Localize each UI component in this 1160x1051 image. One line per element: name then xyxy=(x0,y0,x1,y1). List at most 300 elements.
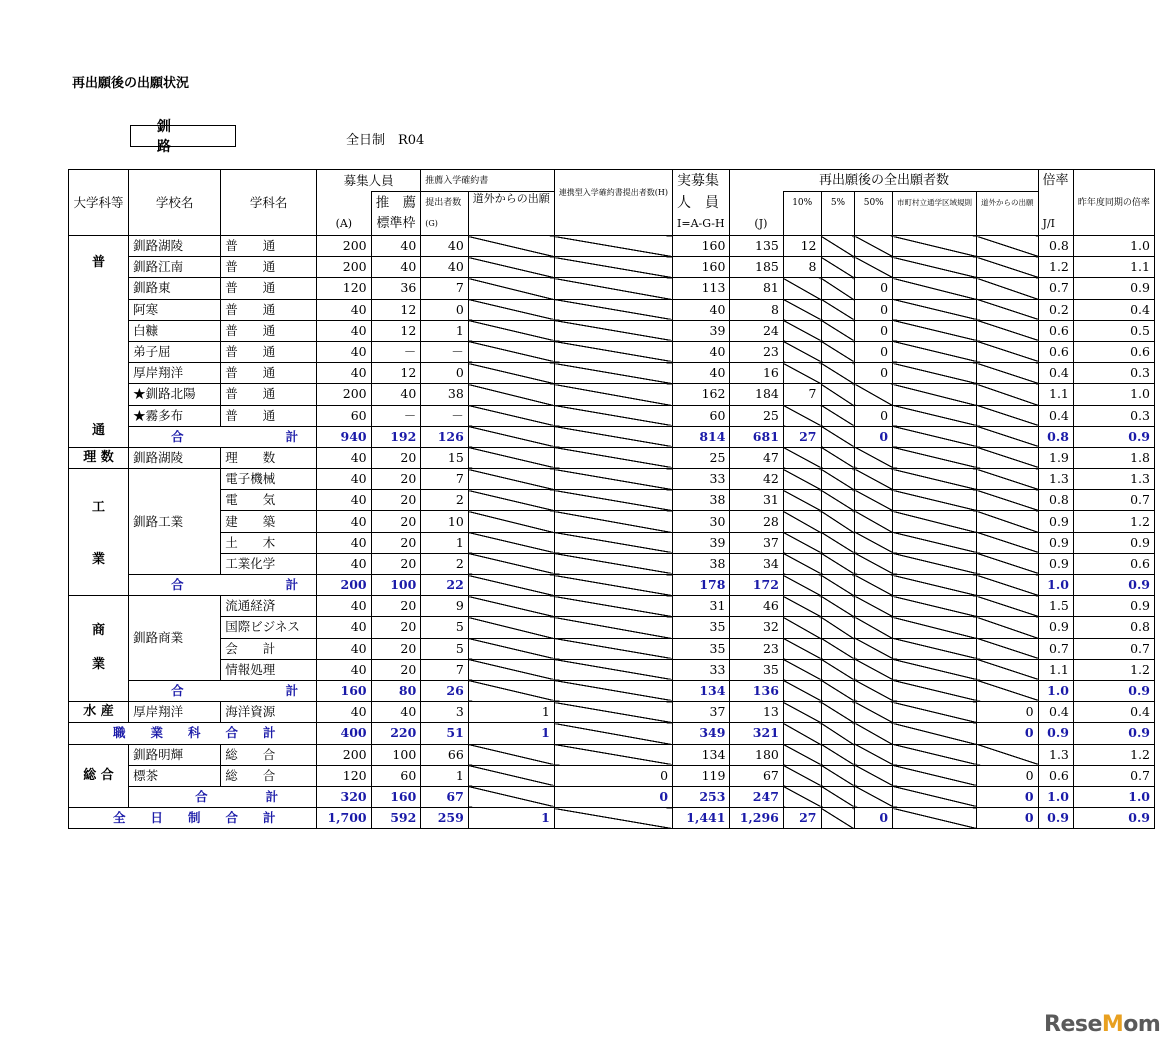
empty-diagonal-cell xyxy=(783,299,821,320)
empty-diagonal-cell xyxy=(893,341,977,362)
cell-last: 1.2 xyxy=(1073,511,1154,532)
cell-rec: 100 xyxy=(371,575,421,596)
cell-rec: 20 xyxy=(371,447,421,468)
empty-diagonal-cell xyxy=(468,447,554,468)
header-dept: 学科名 xyxy=(221,170,317,236)
empty-diagonal-cell xyxy=(468,659,554,680)
empty-diagonal-cell xyxy=(468,426,554,447)
dept-name: 普 通 xyxy=(221,405,317,426)
cell-last: 0.5 xyxy=(1073,320,1154,341)
empty-diagonal-cell xyxy=(893,469,977,490)
cell-a: 200 xyxy=(317,384,372,405)
cell-a: 320 xyxy=(317,786,372,807)
cell-last: 0.9 xyxy=(1073,575,1154,596)
header-p50: 50% xyxy=(855,192,893,214)
header-p10: 10% xyxy=(783,192,821,214)
cell-od: 0 xyxy=(977,702,1039,723)
empty-diagonal-cell xyxy=(855,575,893,596)
table-row xyxy=(69,447,1155,468)
cell-ratio: 1.0 xyxy=(1038,786,1073,807)
school-name: 白糠 xyxy=(129,320,221,341)
cell-g: 10 xyxy=(421,511,469,532)
empty-diagonal-cell xyxy=(821,659,855,680)
empty-diagonal-cell xyxy=(554,447,672,468)
empty-diagonal-cell xyxy=(893,447,977,468)
subtotal-label-2: 計 xyxy=(285,577,299,593)
cell-p10: 27 xyxy=(783,808,821,829)
dept-name: 電 気 xyxy=(221,490,317,511)
empty-diagonal-cell xyxy=(821,299,855,320)
cell-ratio: 1.1 xyxy=(1038,384,1073,405)
table-row xyxy=(69,384,1155,405)
cell-i: 1,441 xyxy=(673,808,730,829)
cell-rec: 20 xyxy=(371,490,421,511)
empty-diagonal-cell xyxy=(468,765,554,786)
cell-ratio: 1.3 xyxy=(1038,744,1073,765)
cell-ratio: 0.4 xyxy=(1038,363,1073,384)
category-kogyo-top: 工 xyxy=(92,500,106,516)
cell-j: 47 xyxy=(730,447,783,468)
empty-diagonal-cell xyxy=(554,553,672,574)
cell-p50: 0 xyxy=(855,363,893,384)
empty-diagonal-cell xyxy=(977,447,1039,468)
cell-rec: 40 xyxy=(371,236,421,257)
empty-diagonal-cell xyxy=(821,744,855,765)
empty-diagonal-cell xyxy=(468,511,554,532)
cell-last: 0.3 xyxy=(1073,405,1154,426)
cell-i: 178 xyxy=(673,575,730,596)
empty-diagonal-cell xyxy=(821,617,855,638)
empty-diagonal-cell xyxy=(821,490,855,511)
empty-diagonal-cell xyxy=(783,702,821,723)
empty-diagonal-cell xyxy=(554,532,672,553)
empty-diagonal-cell xyxy=(821,680,855,701)
header-total-app: 再出願後の全出願者数 xyxy=(730,170,1038,192)
header-rec-sub: 標準枠 xyxy=(371,214,421,236)
empty-diagonal-cell xyxy=(554,341,672,362)
empty-diagonal-cell xyxy=(783,511,821,532)
empty-diagonal-cell xyxy=(554,363,672,384)
empty-diagonal-cell xyxy=(893,744,977,765)
cell-g: 66 xyxy=(421,744,469,765)
cell-p50: 0 xyxy=(855,341,893,362)
header-j: (J) xyxy=(730,214,783,236)
cell-od: 0 xyxy=(977,765,1039,786)
empty-diagonal-cell xyxy=(821,341,855,362)
empty-diagonal-cell xyxy=(977,490,1039,511)
cell-rec: － xyxy=(371,405,421,426)
cell-last: 0.4 xyxy=(1073,299,1154,320)
empty-diagonal-cell xyxy=(821,575,855,596)
table-row xyxy=(69,490,1155,511)
cell-j: 180 xyxy=(730,744,783,765)
empty-diagonal-cell xyxy=(468,363,554,384)
cell-g: 2 xyxy=(421,490,469,511)
category-futsu xyxy=(69,236,129,448)
cell-a: 200 xyxy=(317,575,372,596)
subtotal-row xyxy=(69,575,1155,596)
header-school: 学校名 xyxy=(129,170,221,236)
table-row xyxy=(69,511,1155,532)
empty-diagonal-cell xyxy=(893,426,977,447)
empty-diagonal-cell xyxy=(977,532,1039,553)
empty-diagonal-cell xyxy=(468,617,554,638)
cell-i: 160 xyxy=(673,236,730,257)
empty-diagonal-cell xyxy=(783,341,821,362)
cell-rec: 20 xyxy=(371,659,421,680)
empty-diagonal-cell xyxy=(977,553,1039,574)
header-actual2: 人 員 xyxy=(673,192,730,214)
empty-diagonal-cell xyxy=(855,236,893,257)
school-name: ★霧多布 xyxy=(129,405,221,426)
cell-outside: 1 xyxy=(468,808,554,829)
dept-name: 総 合 xyxy=(221,765,317,786)
cell-last: 1.8 xyxy=(1073,447,1154,468)
cell-a: 40 xyxy=(317,702,372,723)
empty-diagonal-cell xyxy=(977,744,1039,765)
empty-diagonal-cell xyxy=(468,575,554,596)
category-futsu-bottom: 通 xyxy=(92,423,106,438)
cell-ratio: 0.8 xyxy=(1038,490,1073,511)
subtotal-label-2: 計 xyxy=(285,683,299,699)
cell-p10: 12 xyxy=(783,236,821,257)
cell-p50: 0 xyxy=(855,299,893,320)
cell-j: 42 xyxy=(730,469,783,490)
cell-j: 67 xyxy=(730,765,783,786)
cell-p10: 8 xyxy=(783,257,821,278)
cell-a: 120 xyxy=(317,765,372,786)
cell-a: 400 xyxy=(317,723,372,744)
empty-diagonal-cell xyxy=(468,532,554,553)
empty-diagonal-cell xyxy=(821,236,855,257)
cell-a: 60 xyxy=(317,405,372,426)
dept-name: 国際ビジネス xyxy=(221,617,317,638)
cell-ratio: 0.9 xyxy=(1038,617,1073,638)
empty-diagonal-cell xyxy=(855,553,893,574)
cell-j: 321 xyxy=(730,723,783,744)
table-row xyxy=(69,257,1155,278)
empty-diagonal-cell xyxy=(893,320,977,341)
empty-diagonal-cell xyxy=(554,596,672,617)
empty-diagonal-cell xyxy=(855,765,893,786)
cell-i: 60 xyxy=(673,405,730,426)
dept-name: 総 合 xyxy=(221,744,317,765)
header-outside2: 道外からの出願 xyxy=(977,192,1039,214)
cell-rec: 80 xyxy=(371,680,421,701)
cell-rec: 20 xyxy=(371,638,421,659)
cell-j: 25 xyxy=(730,405,783,426)
dept-name: 海洋資源 xyxy=(221,702,317,723)
empty-diagonal-cell xyxy=(783,659,821,680)
cell-a: 40 xyxy=(317,320,372,341)
empty-diagonal-cell xyxy=(783,765,821,786)
subtotal-label xyxy=(129,786,317,807)
empty-diagonal-cell xyxy=(821,257,855,278)
empty-diagonal-cell xyxy=(468,490,554,511)
empty-diagonal-cell xyxy=(821,786,855,807)
empty-diagonal-cell xyxy=(554,808,672,829)
cell-j: 28 xyxy=(730,511,783,532)
cell-g: 51 xyxy=(421,723,469,744)
cell-j: 681 xyxy=(730,426,783,447)
empty-diagonal-cell xyxy=(977,680,1039,701)
cell-i: 40 xyxy=(673,341,730,362)
cell-ratio: 1.0 xyxy=(1038,680,1073,701)
header-capacity: 募集人員 xyxy=(317,170,421,192)
table-row xyxy=(69,341,1155,362)
empty-diagonal-cell xyxy=(821,447,855,468)
cell-ratio: 1.0 xyxy=(1038,575,1073,596)
empty-diagonal-cell xyxy=(783,553,821,574)
cell-g: 22 xyxy=(421,575,469,596)
empty-diagonal-cell xyxy=(855,702,893,723)
empty-diagonal-cell xyxy=(977,617,1039,638)
cell-g: 1 xyxy=(421,320,469,341)
cell-last: 0.6 xyxy=(1073,553,1154,574)
cell-last: 0.9 xyxy=(1073,808,1154,829)
cell-a: 40 xyxy=(317,363,372,384)
cell-g: 7 xyxy=(421,659,469,680)
cell-a: 40 xyxy=(317,490,372,511)
cell-ratio: 0.7 xyxy=(1038,278,1073,299)
school-name: 弟子屈 xyxy=(129,341,221,362)
empty-diagonal-cell xyxy=(821,638,855,659)
empty-diagonal-cell xyxy=(893,596,977,617)
school-name: 釧路工業 xyxy=(129,469,221,575)
cell-last: 1.0 xyxy=(1073,384,1154,405)
empty-diagonal-cell xyxy=(821,765,855,786)
table-row xyxy=(69,553,1155,574)
cell-last: 1.2 xyxy=(1073,659,1154,680)
school-name: 釧路東 xyxy=(129,278,221,299)
header-actual: 実募集 xyxy=(673,170,730,192)
empty-diagonal-cell xyxy=(855,490,893,511)
subtotal-label-1: 合 xyxy=(195,788,208,804)
empty-diagonal-cell xyxy=(783,532,821,553)
cell-a: 200 xyxy=(317,236,372,257)
cell-i: 37 xyxy=(673,702,730,723)
empty-diagonal-cell xyxy=(893,702,977,723)
empty-diagonal-cell xyxy=(977,575,1039,596)
subtotal-label-2: 計 xyxy=(265,788,279,804)
cell-rec: 40 xyxy=(371,257,421,278)
empty-diagonal-cell xyxy=(855,447,893,468)
school-name: 釧路湖陵 xyxy=(129,447,221,468)
cell-p50: 0 xyxy=(855,320,893,341)
cell-i: 160 xyxy=(673,257,730,278)
cell-rec: 60 xyxy=(371,765,421,786)
empty-diagonal-cell xyxy=(468,236,554,257)
cell-last: 0.9 xyxy=(1073,532,1154,553)
empty-diagonal-cell xyxy=(468,786,554,807)
cell-ratio: 1.2 xyxy=(1038,257,1073,278)
empty-diagonal-cell xyxy=(977,426,1039,447)
cell-i: 134 xyxy=(673,744,730,765)
empty-diagonal-cell xyxy=(554,236,672,257)
school-name: 厚岸翔洋 xyxy=(129,363,221,384)
cell-i: 33 xyxy=(673,659,730,680)
empty-diagonal-cell xyxy=(893,680,977,701)
cell-rec: 160 xyxy=(371,786,421,807)
empty-diagonal-cell xyxy=(977,596,1039,617)
cell-last: 0.8 xyxy=(1073,617,1154,638)
cell-i: 39 xyxy=(673,532,730,553)
empty-diagonal-cell xyxy=(821,469,855,490)
cell-ratio: 0.4 xyxy=(1038,405,1073,426)
cell-i: 253 xyxy=(673,786,730,807)
header-outside: 道外からの出願 xyxy=(468,192,554,236)
cell-j: 31 xyxy=(730,490,783,511)
empty-diagonal-cell xyxy=(783,786,821,807)
empty-diagonal-cell xyxy=(893,638,977,659)
empty-diagonal-cell xyxy=(468,384,554,405)
cell-j: 16 xyxy=(730,363,783,384)
cell-i: 39 xyxy=(673,320,730,341)
cell-i: 25 xyxy=(673,447,730,468)
subtotal-row xyxy=(69,426,1155,447)
cell-ratio: 1.3 xyxy=(1038,469,1073,490)
empty-diagonal-cell xyxy=(468,257,554,278)
cell-a: 940 xyxy=(317,426,372,447)
empty-diagonal-cell xyxy=(821,426,855,447)
subtotal-row xyxy=(69,786,1155,807)
empty-diagonal-cell xyxy=(783,447,821,468)
cell-a: 40 xyxy=(317,553,372,574)
empty-diagonal-cell xyxy=(855,723,893,744)
cell-outside: 1 xyxy=(468,723,554,744)
cell-j: 136 xyxy=(730,680,783,701)
category-shogyo-bottom: 業 xyxy=(92,657,106,673)
cell-a: 40 xyxy=(317,638,372,659)
empty-diagonal-cell xyxy=(783,469,821,490)
cell-a: 40 xyxy=(317,617,372,638)
empty-diagonal-cell xyxy=(468,680,554,701)
empty-diagonal-cell xyxy=(893,490,977,511)
cell-last: 1.1 xyxy=(1073,257,1154,278)
empty-diagonal-cell xyxy=(783,490,821,511)
empty-diagonal-cell xyxy=(821,384,855,405)
empty-diagonal-cell xyxy=(554,384,672,405)
cell-ratio: 1.9 xyxy=(1038,447,1073,468)
dept-name: 普 通 xyxy=(221,363,317,384)
cell-g: 7 xyxy=(421,278,469,299)
cell-linked: 0 xyxy=(554,765,672,786)
dept-name: 普 通 xyxy=(221,341,317,362)
school-name: ★釧路北陽 xyxy=(129,384,221,405)
empty-diagonal-cell xyxy=(783,680,821,701)
cell-g: 40 xyxy=(421,236,469,257)
school-name: 釧路商業 xyxy=(129,596,221,681)
header-capacity-a: (A) xyxy=(317,214,372,236)
empty-diagonal-cell xyxy=(783,617,821,638)
cell-a: 200 xyxy=(317,744,372,765)
cell-g: 3 xyxy=(421,702,469,723)
empty-diagonal-cell xyxy=(893,236,977,257)
cell-ratio: 0.6 xyxy=(1038,341,1073,362)
empty-diagonal-cell xyxy=(783,638,821,659)
cell-ratio: 0.7 xyxy=(1038,638,1073,659)
region-label: 釧 路 xyxy=(130,125,236,147)
cell-od: 0 xyxy=(977,786,1039,807)
cell-i: 119 xyxy=(673,765,730,786)
dept-name: 土 木 xyxy=(221,532,317,553)
header-rec: 推 薦 xyxy=(371,192,421,214)
subtotal-label-2: 計 xyxy=(285,428,299,444)
empty-diagonal-cell xyxy=(554,257,672,278)
empty-diagonal-cell xyxy=(855,511,893,532)
empty-diagonal-cell xyxy=(554,659,672,680)
empty-diagonal-cell xyxy=(893,786,977,807)
cell-ratio: 0.8 xyxy=(1038,236,1073,257)
empty-diagonal-cell xyxy=(821,363,855,384)
empty-diagonal-cell xyxy=(893,659,977,680)
empty-diagonal-cell xyxy=(977,638,1039,659)
empty-diagonal-cell xyxy=(554,405,672,426)
header-city: 市町村立通学区域規則 xyxy=(893,192,977,214)
empty-diagonal-cell xyxy=(893,257,977,278)
cell-p50: 0 xyxy=(855,426,893,447)
table-row xyxy=(69,469,1155,490)
cell-p50: 0 xyxy=(855,808,893,829)
header-ratio: 倍率 xyxy=(1038,170,1073,192)
empty-diagonal-cell xyxy=(977,341,1039,362)
cell-g: － xyxy=(421,341,469,362)
empty-diagonal-cell xyxy=(821,511,855,532)
cell-last: 0.3 xyxy=(1073,363,1154,384)
cell-a: 40 xyxy=(317,596,372,617)
empty-diagonal-cell xyxy=(468,299,554,320)
application-table xyxy=(68,169,1155,829)
cell-ratio: 1.5 xyxy=(1038,596,1073,617)
header-last-year: 昨年度同期の倍率 xyxy=(1073,170,1154,236)
empty-diagonal-cell xyxy=(893,532,977,553)
cell-last: 0.4 xyxy=(1073,702,1154,723)
dept-name: 普 通 xyxy=(221,384,317,405)
subtotal-label xyxy=(129,575,317,596)
empty-diagonal-cell xyxy=(468,596,554,617)
cell-j: 23 xyxy=(730,341,783,362)
header-category: 大学科等 xyxy=(69,170,129,236)
empty-diagonal-cell xyxy=(977,384,1039,405)
empty-diagonal-cell xyxy=(977,659,1039,680)
cell-last: 0.9 xyxy=(1073,723,1154,744)
cell-od: 0 xyxy=(977,808,1039,829)
empty-diagonal-cell xyxy=(893,808,977,829)
empty-diagonal-cell xyxy=(893,278,977,299)
cell-rec: 592 xyxy=(371,808,421,829)
table-row xyxy=(69,363,1155,384)
table-body xyxy=(69,170,1155,829)
empty-diagonal-cell xyxy=(554,469,672,490)
cell-g: 38 xyxy=(421,384,469,405)
header-ratio-ji: J/I xyxy=(1038,214,1073,236)
empty-diagonal-cell xyxy=(855,680,893,701)
empty-diagonal-cell xyxy=(821,278,855,299)
cell-j: 34 xyxy=(730,553,783,574)
cell-j: 1,296 xyxy=(730,808,783,829)
cell-j: 184 xyxy=(730,384,783,405)
dept-name: 工業化学 xyxy=(221,553,317,574)
cell-rec: 20 xyxy=(371,596,421,617)
table-row xyxy=(69,532,1155,553)
empty-diagonal-cell xyxy=(893,723,977,744)
cell-rec: 20 xyxy=(371,469,421,490)
empty-diagonal-cell xyxy=(554,320,672,341)
cell-ratio: 1.1 xyxy=(1038,659,1073,680)
empty-diagonal-cell xyxy=(554,702,672,723)
subtotal-row xyxy=(69,680,1155,701)
cell-j: 81 xyxy=(730,278,783,299)
